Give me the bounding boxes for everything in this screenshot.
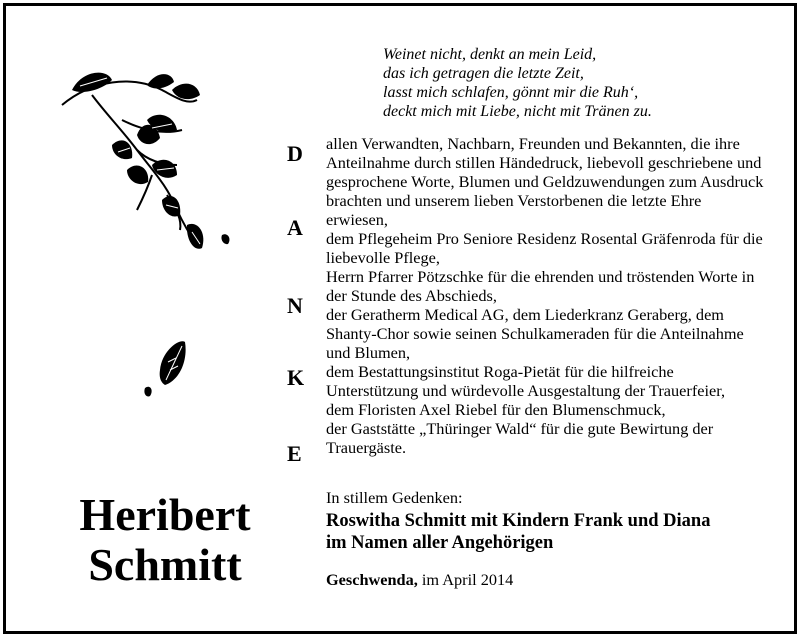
poem-line: lasst mich schlafen, gönnt mir die Ruh‘, [383,84,639,101]
deceased-name [40,490,290,590]
leaf-branch-illustration [52,60,242,270]
deceased-last-name: Schmitt [88,539,242,590]
acrostic-letter-n: N [287,293,303,318]
signers-line: im Namen aller Angehörigen [326,533,554,553]
deceased-first-name: Heribert [79,489,251,540]
falling-leaf-illustration [140,330,200,410]
acrostic-letter-a: A [287,215,303,240]
poem-line: deckt mich mit Liebe, nicht mit Tränen zu. [383,103,652,120]
signers [326,510,766,554]
acrostic-letter-d: D [287,141,303,166]
poem [383,45,652,121]
thanks-text [326,134,766,457]
thanks-paragraph: dem Pflegeheim Pro Seniore Residenz Rosental Gräfenroda für die liebevolle Pflege, [326,229,763,267]
thanks-paragraph: dem Floristen Axel Riebel für den Blumenschmuck, [326,400,666,419]
signature-block [326,488,766,589]
acrostic-letter-e: E [287,441,302,466]
acrostic-letter-k: K [287,365,305,390]
date: im April 2014 [421,570,514,589]
memorial-intro: In stillem Gedenken: [326,488,463,507]
poem-line: das ich getragen die letzte Zeit, [383,65,584,82]
place: Geschwenda, [326,570,418,589]
thanks-paragraph: der Gaststätte „Thüringer Wald“ für die gute Bewirtung der Trauergäste. [326,419,714,457]
thanks-paragraph: Herrn Pfarrer Pötzschke für die ehrenden und tröstenden Worte in der Stunde des Abschieds, [326,267,755,305]
thanks-paragraph: dem Bestattungsinstitut Roga-Pietät für die hilfreiche Unterstützung und würdevolle Ausgestaltung der Trauerfeier, [326,362,726,400]
thanks-paragraph: allen Verwandten, Nachbarn, Freunden und Bekannten, die ihre Anteilnahme durch stillen Händedruck, liebevoll geschriebene und gesprochene Worte, Blumen und Geldzuwendungen zum Ausdruck brachten und unserem lieben Verstorbenen die letzte Ehre erwiesen, [326,134,764,229]
poem-line: Weinet nicht, denkt an mein Leid, [383,46,597,63]
place-date [326,570,766,589]
signers-line: Roswitha Schmitt mit Kindern Frank und Diana [326,511,711,531]
thanks-paragraph: der Geratherm Medical AG, dem Liederkranz Geraberg, dem Shanty-Chor sowie seinen Schulkameraden für die Anteilnahme und Blumen, [326,305,744,362]
